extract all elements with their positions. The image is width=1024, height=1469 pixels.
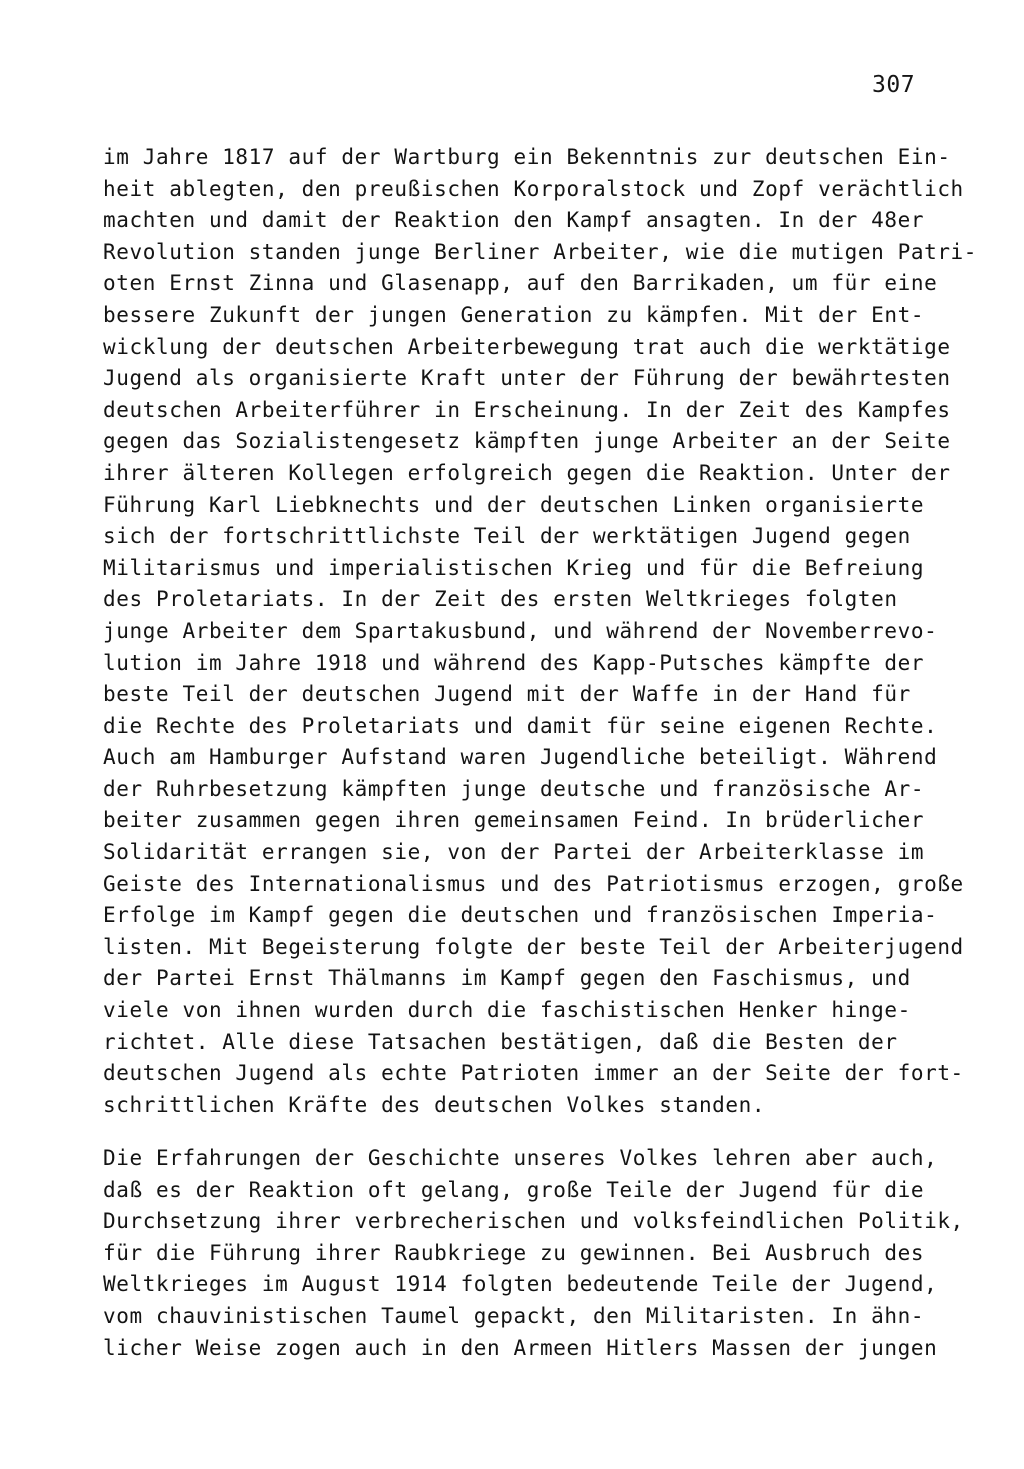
- text-line: die Rechte des Proletariats und damit für seine eigenen Rechte.: [103, 713, 938, 738]
- text-line: beiter zusammen gegen ihren gemeinsamen Feind. In brüderlicher: [103, 808, 925, 833]
- text-line: Auch am Hamburger Aufstand waren Jugendliche beteiligt. Während: [103, 745, 938, 770]
- text-line: licher Weise zogen auch in den Armeen Hitlers Massen der jungen: [103, 1335, 938, 1360]
- text-line: gegen das Sozialistengesetz kämpften junge Arbeiter an der Seite: [103, 429, 951, 454]
- text-line: Revolution standen junge Berliner Arbeiter, wie die mutigen Patri-: [103, 239, 978, 264]
- text-line: richtet. Alle diese Tatsachen bestätigen, daß die Besten der: [103, 1029, 898, 1054]
- paragraph-1: [103, 142, 978, 1121]
- text-line: vom chauvinistischen Taumel gepackt, den Militaristen. In ähn-: [103, 1303, 925, 1328]
- text-line: des Proletariats. In der Zeit des ersten Weltkrieges folgten: [103, 587, 898, 612]
- text-line: Führung Karl Liebknechts und der deutschen Linken organisierte: [103, 492, 925, 517]
- text-line: Geiste des Internationalismus und des Patriotismus erzogen, große: [103, 871, 964, 896]
- text-line: schrittlichen Kräfte des deutschen Volkes standen.: [103, 1092, 766, 1117]
- text-line: heit ablegten, den preußischen Korporalstock und Zopf verächtlich: [103, 176, 964, 201]
- text-line: wicklung der deutschen Arbeiterbewegung trat auch die werktätige: [103, 334, 951, 359]
- text-line: sich der fortschrittlichste Teil der werktätigen Jugend gegen: [103, 524, 911, 549]
- text-line: deutschen Jugend als echte Patrioten immer an der Seite der fort-: [103, 1061, 964, 1086]
- text-line: im Jahre 1817 auf der Wartburg ein Bekenntnis zur deutschen Ein-: [103, 145, 951, 169]
- text-line: deutschen Arbeiterführer in Erscheinung. In der Zeit des Kampfes: [103, 397, 951, 422]
- text-line: oten Ernst Zinna und Glasenapp, auf den Barrikaden, um für eine: [103, 271, 938, 296]
- text-line: Erfolge im Kampf gegen die deutschen und französischen Imperia-: [103, 903, 938, 928]
- text-line: der Partei Ernst Thälmanns im Kampf gegen den Faschismus, und: [103, 966, 911, 991]
- text-line: der Ruhrbesetzung kämpften junge deutsche und französische Ar-: [103, 776, 925, 801]
- text-line: machten und damit der Reaktion den Kampf ansagten. In der 48er: [103, 208, 925, 233]
- text-line: viele von ihnen wurden durch die faschistischen Henker hinge-: [103, 998, 911, 1023]
- paragraph-2: [103, 1143, 964, 1364]
- text-line: Solidarität errangen sie, von der Partei der Arbeiterklasse im: [103, 840, 925, 865]
- text-line: junge Arbeiter dem Spartakusbund, und während der Novemberrevo-: [103, 618, 938, 643]
- text-line: daß es der Reaktion oft gelang, große Teile der Jugend für die: [103, 1177, 925, 1202]
- text-line: lution im Jahre 1918 und während des Kapp-Putsches kämpfte der: [103, 650, 925, 675]
- text-line: bessere Zukunft der jungen Generation zu kämpfen. Mit der Ent-: [103, 302, 925, 327]
- text-line: Militarismus und imperialistischen Krieg und für die Befreiung: [103, 555, 925, 580]
- text-line: Weltkrieges im August 1914 folgten bedeutende Teile der Jugend,: [103, 1272, 938, 1297]
- page-number: 307: [872, 72, 916, 98]
- text-line: Jugend als organisierte Kraft unter der Führung der bewährtesten: [103, 366, 951, 391]
- text-line: listen. Mit Begeisterung folgte der beste Teil der Arbeiterjugend: [103, 934, 964, 959]
- text-line: Durchsetzung ihrer verbrecherischen und volksfeindlichen Politik,: [103, 1209, 964, 1234]
- text-line: Die Erfahrungen der Geschichte unseres Volkes lehren aber auch,: [103, 1146, 938, 1170]
- text-line: beste Teil der deutschen Jugend mit der Waffe in der Hand für: [103, 682, 911, 707]
- text-line: ihrer älteren Kollegen erfolgreich gegen die Reaktion. Unter der: [103, 460, 951, 485]
- text-line: für die Führung ihrer Raubkriege zu gewinnen. Bei Ausbruch des: [103, 1240, 925, 1265]
